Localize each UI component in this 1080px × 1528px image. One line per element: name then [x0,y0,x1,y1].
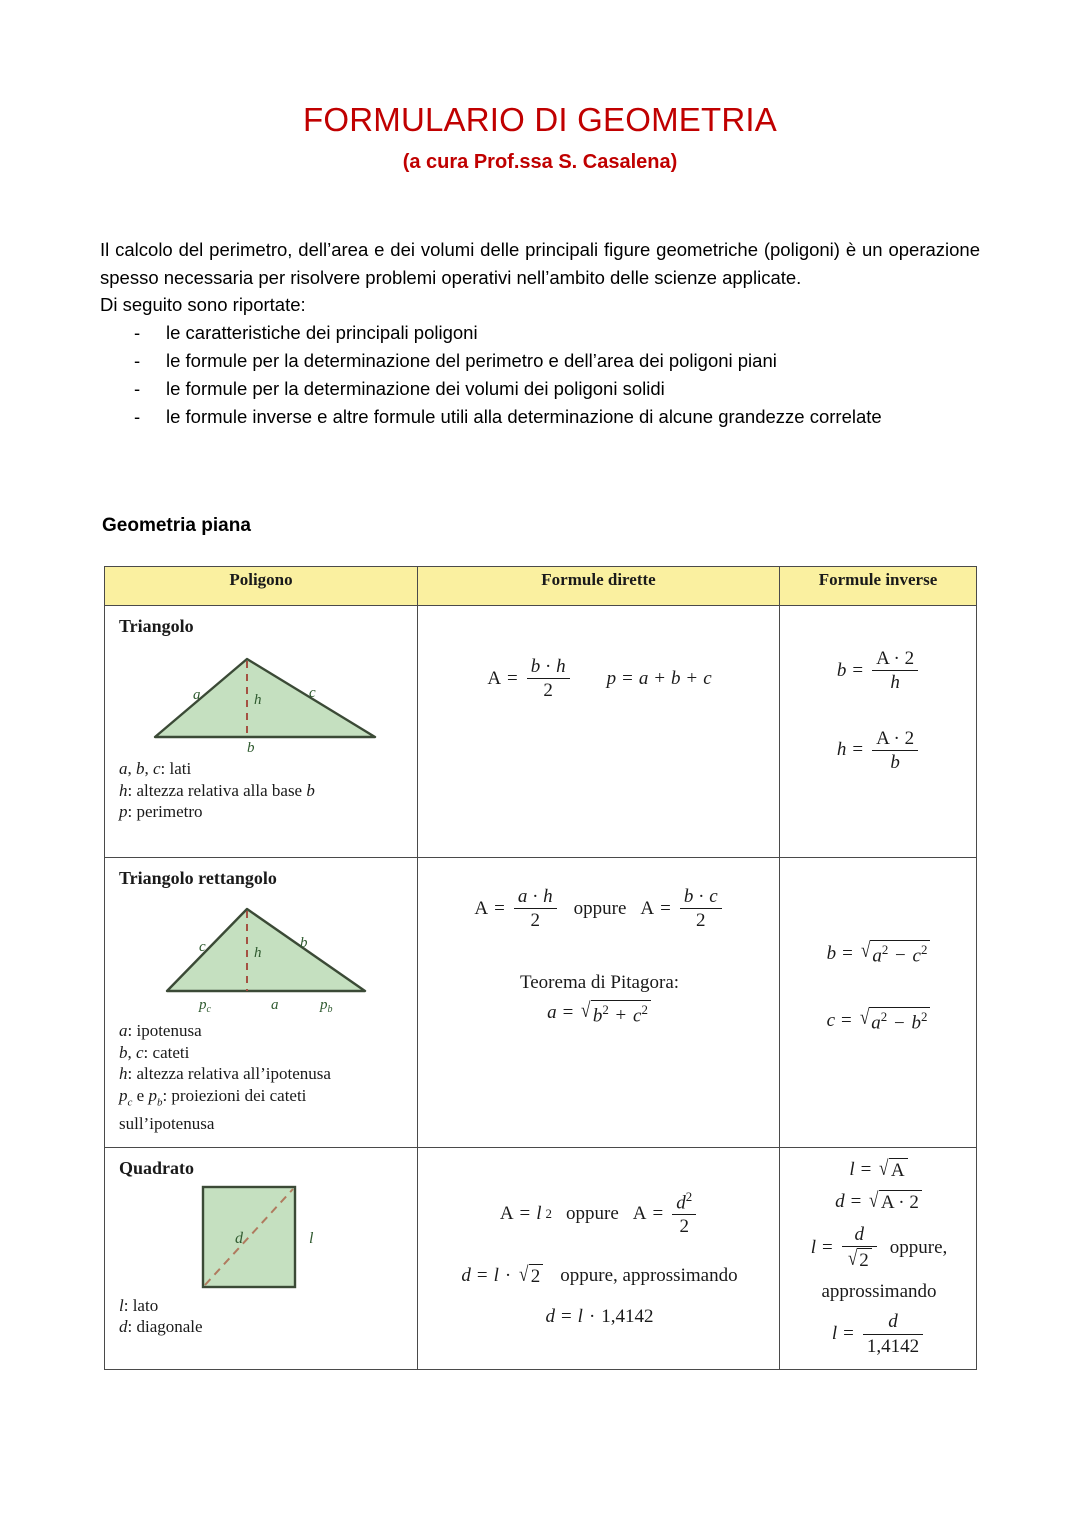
cell-poligono-triangolo-rettangolo [105,858,418,1148]
column-header-poligono: Poligono [105,567,418,606]
formula-inverse-h: h = $\frac{A \cdot 2}{b}$ [837,728,921,774]
cell-poligono-quadrato [105,1147,418,1369]
formula-inverse-lato-approssimato: l = $\frac{d}{1,4142}$ [792,1311,966,1357]
triangle-svg [137,639,387,754]
formula-inverse-lato-diagonale: l = d √ 2 oppure, [810,1223,948,1272]
formula-inverse-b: b = $\frac{A \cdot 2}{h}$ [837,648,921,694]
bullet-text: le formule inverse e altre formule utili alla determinazione di alcune grandezze correlate [166,405,882,427]
label-oppure: oppure [573,897,627,919]
formula-inverse-cateto-c: c = √ $a^2 - b^2$ [827,1007,932,1034]
label-teorema-pitagora: Teorema di Pitagora: [519,971,680,993]
formula-area-right-triangle: A = $\frac{a \cdot h}{2}$ oppure A = $\frac{b \cdot c}{2}$ [430,886,769,932]
cell-formule-dirette-triangolo [418,606,780,858]
square-svg [197,1181,347,1293]
cell-poligono-triangolo [105,606,418,858]
legend-line: h: altezza relativa alla base b [119,780,315,800]
intro-lead: Di seguito sono riportate: [100,294,306,315]
intro-content [100,236,980,431]
figure-legend [119,1295,407,1338]
figure-title: Quadrato [119,1157,195,1178]
figure-legend [119,758,407,823]
column-header-formule-inverse: Formule inverse [780,567,977,606]
legend-line: p: perimetro [119,802,203,821]
right-triangle-label-h: h [254,945,262,961]
table-row [105,1147,977,1369]
geometry-formula-table [104,566,977,1370]
formula-inverse-diagonale-area: d = √ A · 2 [792,1190,966,1214]
legend-line: a: ipotenusa [119,1021,202,1040]
right-triangle-label-b: b [300,935,308,951]
right-triangle-label-c: c [199,939,206,955]
cell-formule-dirette-quadrato [418,1147,780,1369]
legend-line: sull’ipotenusa [119,1114,215,1134]
list-item [100,375,980,403]
cell-formule-inverse-triangolo-rettangolo [780,858,977,1148]
label-approssimando: approssimando [821,1281,937,1303]
page-title: FORMULARIO DI GEOMETRIA [303,101,777,138]
legend-line: $p_c$ e $p_b$: proiezioni dei cateti [119,1085,307,1108]
bullet-text: le formule per la determinazione dei volumi dei poligoni solidi [166,377,665,399]
list-item [100,347,980,375]
column-header-formule-dirette: Formule dirette [418,567,780,606]
bullet-text: le caratteristiche dei principali poligoni [166,321,478,343]
cell-formule-inverse-triangolo [780,606,977,858]
legend-line: a, b, c: lati [119,759,192,778]
figure-title: Triangolo rettangolo [119,868,277,888]
figure-legend [119,1020,407,1135]
triangle-label-a: a [193,687,201,703]
figure-title: Triangolo [119,616,194,636]
triangle-figure [117,639,407,754]
legend-line: b, c: cateti [119,1042,190,1062]
table-row [105,858,977,1148]
right-triangle-label-pc: $p_c$ [199,997,211,1015]
page-subtitle: (a cura Prof.ssa S. Casalena) [402,151,678,174]
bullet-marker: - [134,349,141,371]
formula-area-triangolo: A = $\frac{b \cdot h}{2}$ p = a + b + c [487,656,712,702]
intro-bullet-list [100,319,980,431]
bullet-marker: - [134,321,141,343]
label-oppure: oppure [566,1202,619,1224]
formula-diagonale-approssimata: d = l · 1,4142 [545,1305,654,1327]
square-figure [117,1181,407,1293]
const-1-4142: 1,4142 [866,1335,920,1357]
formula-area-quadrato: A = l 2 oppure A = $\frac{d^2}{2}$ [430,1190,769,1238]
list-item [100,403,980,431]
formula-inverse-cateto-b: b = √ $a^2 - c^2$ [827,940,932,967]
square-label-d: d [235,1229,243,1247]
legend-line: l: lato [119,1295,159,1315]
triangle-label-h: h [254,692,262,708]
legend-line: h: altezza relativa all’ipotenusa [119,1064,331,1083]
const-1-4142: 1,4142 [601,1305,654,1327]
table-row [105,606,977,858]
right-triangle-svg [137,891,387,1016]
formula-diagonale-quadrato: d = l · √ 2 oppure, approssimando [461,1261,738,1287]
label-oppure-comma: oppure, [889,1236,948,1258]
table-header-row [105,567,977,606]
intro-paragraph: Il calcolo del perimetro, dell’area e dei volumi delle principali figure geometriche (poligoni) è un operazione spesso necessaria per risolvere problemi operativi nell’ambito delle scienze applicate. [100,239,980,288]
bullet-marker: - [134,377,141,399]
bullet-marker: - [134,405,141,427]
right-triangle-label-a: a [271,997,279,1013]
legend-line: d: diagonale [119,1317,203,1337]
list-item [100,319,980,347]
formula-pitagora: a = √ $b^2 + c^2$ [430,1000,769,1027]
cell-formule-inverse-quadrato [780,1147,977,1369]
formula-inverse-lato-area: l = √ A [792,1158,966,1182]
right-triangle-figure [117,891,407,1016]
cell-formule-dirette-triangolo-rettangolo [418,858,780,1148]
right-triangle-label-pb: $p_b$ [320,997,333,1015]
bullet-text: le formule per la determinazione del perimetro e dell’area dei poligoni piani [166,349,777,371]
triangle-label-b: b [247,740,255,754]
section-heading-geometria-piana: Geometria piana [102,515,251,536]
label-oppure-approssimando: oppure, approssimando [560,1264,738,1286]
triangle-label-c: c [309,685,316,701]
square-label-l: l [309,1229,314,1247]
